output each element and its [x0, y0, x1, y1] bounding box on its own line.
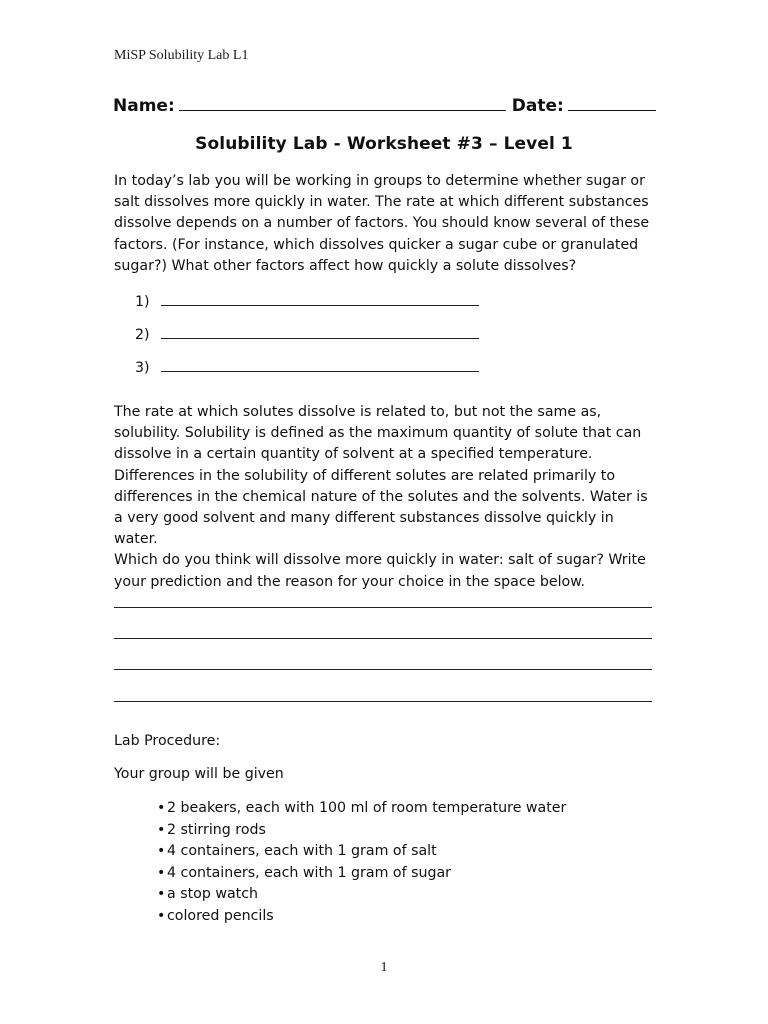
bullet-icon: • — [157, 886, 166, 902]
running-header: MiSP Solubility Lab L1 — [114, 48, 249, 63]
procedure-intro: Your group will be given — [114, 766, 284, 782]
bullet-icon: • — [157, 821, 166, 838]
factor-item-2 — [135, 326, 479, 343]
procedure-heading: Lab Procedure: — [114, 733, 221, 749]
bullet-icon: • — [157, 800, 166, 816]
materials-list — [157, 798, 617, 927]
name-label: Name: — [113, 96, 175, 116]
intro-paragraph: In today’s lab you will be working in groups to determine whether sugar or salt dissolves more quickly in water. The rate at which different substances dissolve depends on a number of factors. You should know several of these factors. (For instance, which dissolves quicker a sugar cube or granulated sugar?) What other factors affect how quickly a solute dissolves? — [114, 173, 650, 274]
answer-line[interactable] — [114, 606, 652, 608]
list-item: • 4 containers, each with 1 gram of sugar — [157, 863, 617, 885]
factor-blank[interactable] — [161, 293, 479, 306]
list-item: • a stop watch — [157, 884, 617, 906]
factor-blank[interactable] — [161, 326, 479, 339]
date-blank[interactable] — [568, 94, 656, 111]
factor-number: 1) — [135, 294, 150, 310]
solubility-paragraph: The rate at which solutes dissolve is related to, but not the same as, solubility. Solubility is defined as the maximum quantity of solute that can dissolve in a certain quantity of solvent at a specified temperature. Differences in the solubility of different solutes are related primarily to differences in the chemical nature of the solutes and the solvents. Water is a very good solvent and many different substances dissolve quickly in water. Which do you think will dissolve more quickly in water: salt of sugar? Write your prediction and the reason for your choice in the space below. — [114, 404, 648, 590]
list-item: • 4 containers, each with 1 gram of salt — [157, 841, 617, 863]
answer-line[interactable] — [114, 637, 652, 639]
answer-line[interactable] — [114, 668, 652, 670]
name-date-line — [113, 94, 653, 116]
answer-line[interactable] — [114, 700, 652, 702]
name-blank[interactable] — [179, 94, 506, 111]
list-item: • 2 beakers, each with 100 ml of room temperature water — [157, 798, 617, 820]
list-item: • colored pencils — [157, 906, 617, 928]
factor-blank[interactable] — [161, 359, 479, 372]
bullet-icon: • — [157, 864, 166, 881]
factor-number: 2) — [135, 327, 150, 343]
date-label: Date: — [511, 96, 564, 116]
factor-item-1 — [135, 293, 479, 310]
factor-item-3 — [135, 359, 479, 376]
factor-number: 3) — [135, 360, 150, 376]
list-item: • 2 stirring rods — [157, 820, 617, 842]
worksheet-title: Solubility Lab - Worksheet #3 – Level 1 — [195, 134, 573, 154]
page-number: 1 — [380, 960, 388, 975]
bullet-icon: • — [157, 907, 166, 924]
bullet-icon: • — [157, 843, 166, 859]
